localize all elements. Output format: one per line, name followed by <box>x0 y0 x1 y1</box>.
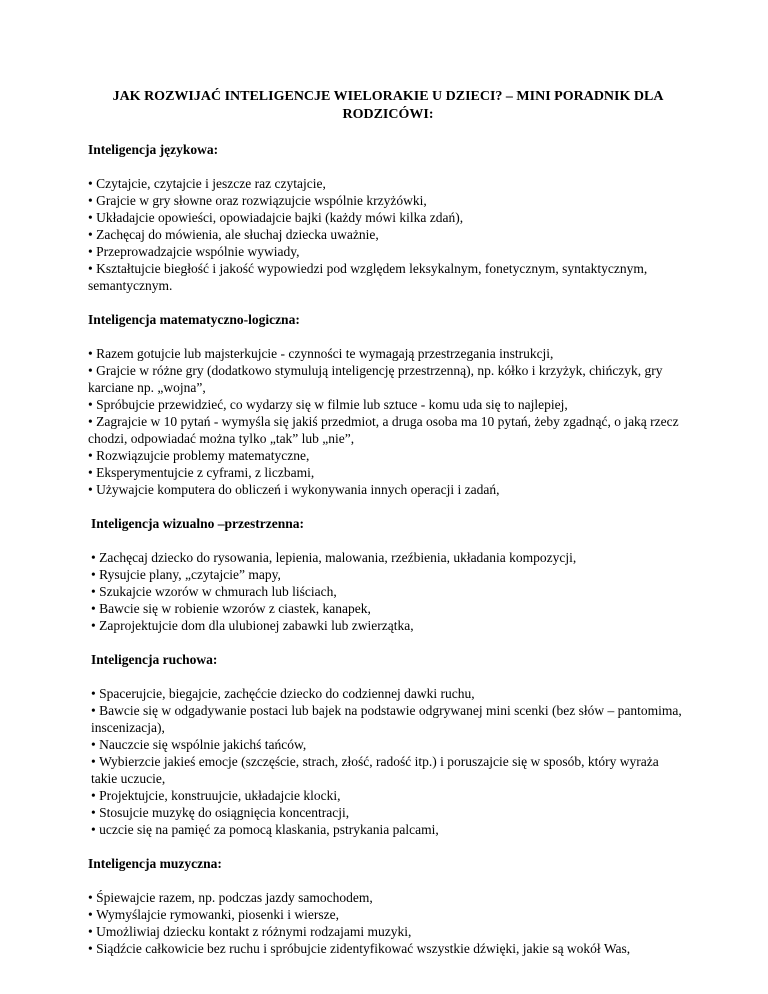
list-item: • Czytajcie, czytajcie i jeszcze raz czytajcie, <box>88 175 688 192</box>
section-musical <box>88 855 688 957</box>
list-item: • Wymyślajcie rymowanki, piosenki i wiersze, <box>88 906 688 923</box>
list-item: • Zachęcaj dziecko do rysowania, lepienia, malowania, rzeźbienia, układania kompozycji, <box>91 549 688 566</box>
section-heading: Inteligencja matematyczno-logiczna: <box>88 312 300 327</box>
bullet-list <box>88 345 688 498</box>
document-page <box>88 88 688 974</box>
document-title: JAK ROZWIJAĆ INTELIGENCJE WIELORAKIE U DZIECI? – MINI PORADNIK DLA RODZICÓWI: <box>112 89 664 122</box>
list-item: • Rysujcie plany, „czytajcie” mapy, <box>91 566 688 583</box>
section-heading: Inteligencja ruchowa: <box>91 652 218 667</box>
section-heading: Inteligencja muzyczna: <box>88 856 222 871</box>
section-heading: Inteligencja wizualno –przestrzenna: <box>91 516 304 531</box>
list-item: • Śpiewajcie razem, np. podczas jazdy samochodem, <box>88 889 688 906</box>
list-item: • Używajcie komputera do obliczeń i wykonywania innych operacji i zadań, <box>88 481 688 498</box>
list-item: • Siądźcie całkowicie bez ruchu i spróbujcie zidentyfikować wszystkie dźwięki, jakie są wokół Was, <box>88 940 688 957</box>
list-item: • Kształtujcie biegłość i jakość wypowiedzi pod względem leksykalnym, fonetycznym, syntaktycznym, semantycznym. <box>88 260 688 294</box>
bullet-list <box>88 549 688 634</box>
list-item: • Przeprowadzajcie wspólnie wywiady, <box>88 243 688 260</box>
list-item: • Zachęcaj do mówienia, ale słuchaj dziecka uważnie, <box>88 226 688 243</box>
list-item: • Nauczcie się wspólnie jakichś tańców, <box>91 736 688 753</box>
bullet-list <box>88 889 688 957</box>
list-item: • Grajcie w gry słowne oraz rozwiązujcie wspólnie krzyżówki, <box>88 192 688 209</box>
list-item: • Grajcie w różne gry (dodatkowo stymulują inteligencję przestrzenną), np. kółko i krzyżyk, chińczyk, gry karciane np. „wojna”, <box>88 362 688 396</box>
section-kinesthetic <box>88 651 688 838</box>
list-item: • Wybierzcie jakieś emocje (szczęście, strach, złość, radość itp.) i poruszajcie się w sposób, który wyraża takie uczucie, <box>91 753 688 787</box>
list-item: • Spacerujcie, biegajcie, zachęćcie dziecko do codziennej dawki ruchu, <box>91 685 688 702</box>
list-item: • Eksperymentujcie z cyframi, z liczbami, <box>88 464 688 481</box>
list-item: • Razem gotujcie lub majsterkujcie - czynności te wymagają przestrzegania instrukcji, <box>88 345 688 362</box>
list-item: • Szukajcie wzorów w chmurach lub liściach, <box>91 583 688 600</box>
bullet-list <box>88 175 688 294</box>
list-item: • Zagrajcie w 10 pytań - wymyśla się jakiś przedmiot, a druga osoba ma 10 pytań, żeby zgadnąć, o jaką rzecz chodzi, odpowiadać można tylko „tak” lub „nie”, <box>88 413 688 447</box>
bullet-list <box>88 685 688 838</box>
section-visual-spatial <box>88 515 688 634</box>
list-item: • Układajcie opowieści, opowiadajcie bajki (każdy mówi kilka zdań), <box>88 209 688 226</box>
list-item: • uczcie się na pamięć za pomocą klaskania, pstrykania palcami, <box>91 821 688 838</box>
list-item: • Projektujcie, konstruujcie, układajcie klocki, <box>91 787 688 804</box>
section-heading: Inteligencja językowa: <box>88 142 219 157</box>
list-item: • Umożliwiaj dziecku kontakt z różnymi rodzajami muzyki, <box>88 923 688 940</box>
section-logical-mathematical <box>88 311 688 498</box>
list-item: • Spróbujcie przewidzieć, co wydarzy się w filmie lub sztuce - komu uda się to najlepiej, <box>88 396 688 413</box>
section-linguistic <box>88 141 688 294</box>
list-item: • Bawcie się w robienie wzorów z ciastek, kanapek, <box>91 600 688 617</box>
list-item: • Stosujcie muzykę do osiągnięcia koncentracji, <box>91 804 688 821</box>
list-item: • Bawcie się w odgadywanie postaci lub bajek na podstawie odgrywanej mini scenki (bez słów – pantomima, inscenizacja), <box>91 702 688 736</box>
list-item: • Rozwiązujcie problemy matematyczne, <box>88 447 688 464</box>
list-item: • Zaprojektujcie dom dla ulubionej zabawki lub zwierzątka, <box>91 617 688 634</box>
